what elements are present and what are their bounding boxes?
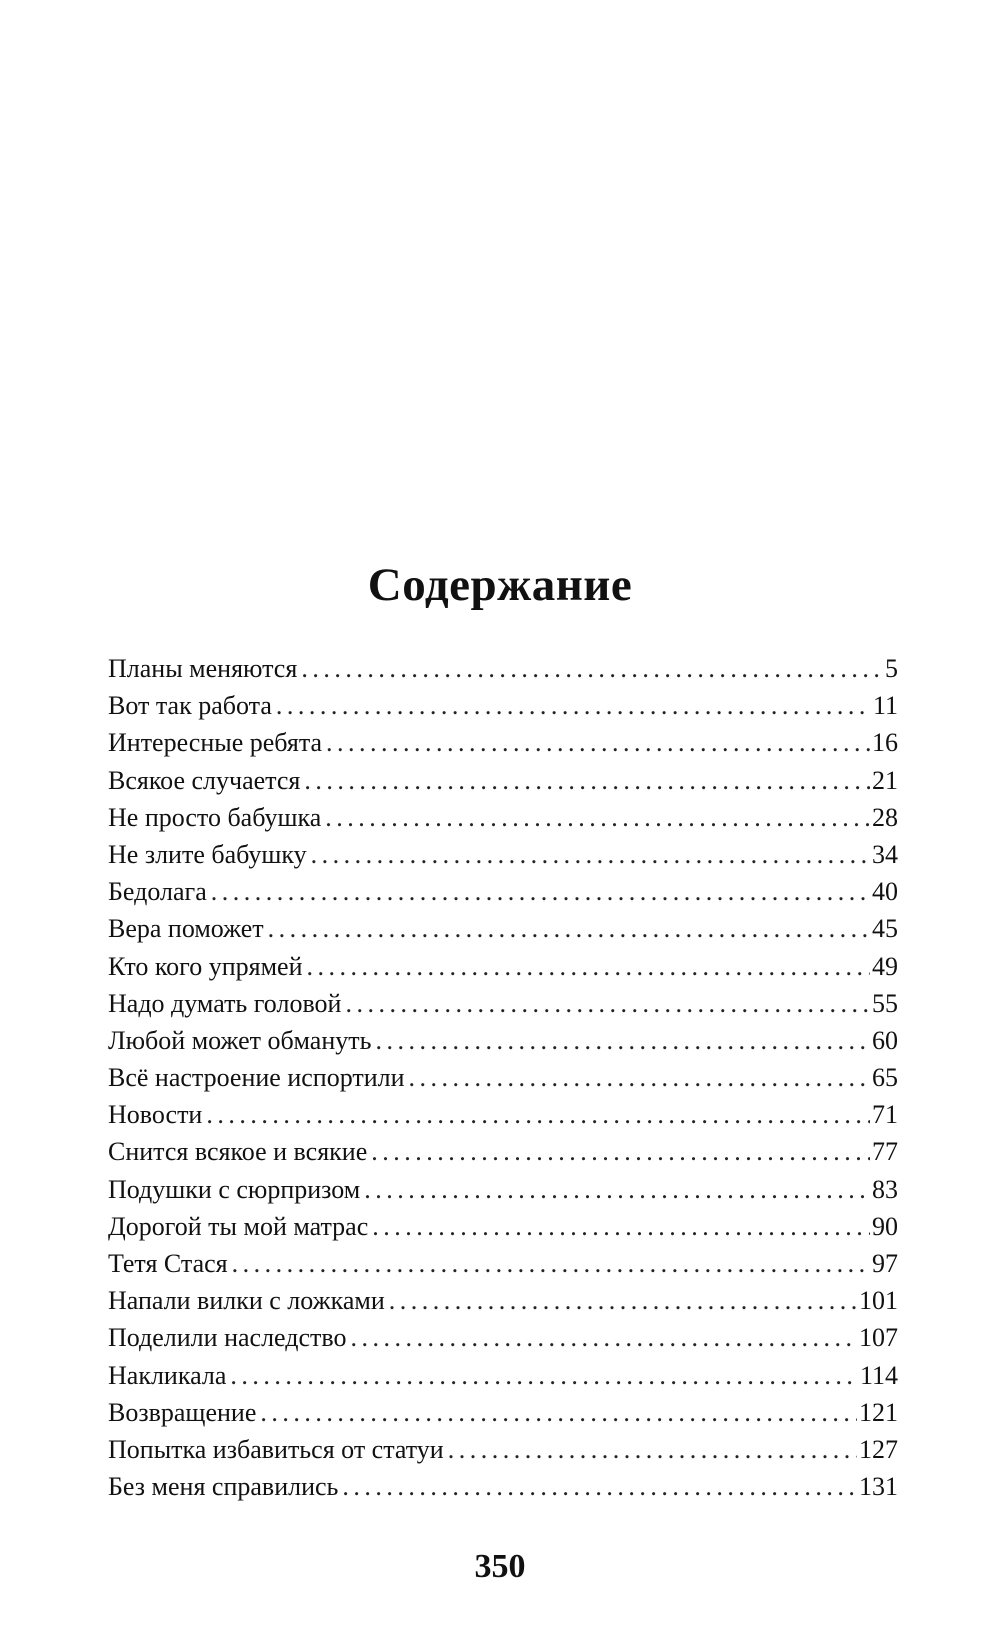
toc-entry-page: 121	[859, 1397, 898, 1427]
toc-entry	[108, 1468, 898, 1505]
toc-entry-title: Поделили наследство	[108, 1323, 347, 1353]
toc-entry-page: 131	[859, 1472, 898, 1502]
toc-entry	[108, 724, 898, 761]
toc-entry-title: Надо думать головой	[108, 988, 342, 1018]
toc-entry-page: 11	[872, 691, 898, 721]
page-number: 350	[474, 1548, 526, 1585]
toc-entry-page: 107	[859, 1323, 898, 1353]
dot-leader	[232, 1245, 870, 1282]
toc-list	[108, 650, 898, 1505]
toc-entry-title: Снится всякое и всякие	[108, 1137, 368, 1167]
toc-entry-page: 40	[872, 877, 898, 907]
dot-leader	[311, 836, 870, 873]
toc-entry	[108, 687, 898, 724]
toc-entry-title: Новости	[108, 1100, 203, 1130]
dot-leader	[276, 687, 871, 724]
toc-entry-page: 28	[872, 802, 898, 832]
dot-leader	[409, 1059, 870, 1096]
toc-entry	[108, 1431, 898, 1468]
toc-entry-title: Дорогой ты мой матрас	[108, 1211, 369, 1241]
toc-entry	[108, 1357, 898, 1394]
toc-entry-page: 5	[885, 654, 898, 683]
toc-entry-page: 21	[872, 765, 898, 795]
toc-entry-title: Тетя Стася	[108, 1249, 228, 1278]
toc-entry-title: Кто кого упрямей	[108, 951, 303, 981]
toc-entry-title: Накликала	[108, 1360, 227, 1390]
dot-leader	[350, 1319, 857, 1356]
toc-entry-title: Интересные ребята	[108, 728, 323, 758]
dot-leader	[342, 1468, 857, 1505]
toc-entry	[108, 1171, 898, 1208]
dot-leader	[371, 1133, 870, 1170]
toc-entry-page: 71	[872, 1100, 898, 1130]
toc-entry-page: 77	[872, 1137, 898, 1167]
toc-entry	[108, 650, 898, 687]
toc-entry-title: Любой может обмануть	[108, 1025, 372, 1055]
toc-entry-page: 45	[872, 914, 898, 944]
dot-leader	[306, 948, 870, 985]
dot-leader	[230, 1357, 858, 1394]
dot-leader	[448, 1431, 857, 1468]
dot-leader	[301, 650, 883, 687]
toc-entry-page: 83	[872, 1174, 898, 1204]
toc-entry-page: 90	[872, 1211, 898, 1241]
toc-title: Содержание	[367, 559, 633, 611]
toc-entry-page: 101	[859, 1286, 898, 1316]
toc-entry-page: 49	[872, 951, 898, 981]
toc-entry-page: 60	[872, 1025, 898, 1055]
toc-entry-title: Всякое случается	[108, 765, 301, 795]
toc-entry	[108, 910, 898, 947]
dot-leader	[372, 1208, 870, 1245]
toc-entry-title: Вот так работа	[108, 691, 272, 721]
toc-entry-page: 65	[872, 1063, 898, 1093]
toc-entry-title: Не злите бабушку	[108, 839, 307, 869]
toc-entry	[108, 1059, 898, 1096]
toc-entry-page: 34	[872, 839, 898, 869]
toc-entry	[108, 762, 898, 799]
toc-entry	[108, 836, 898, 873]
toc-entry	[108, 1319, 898, 1356]
dot-leader	[325, 799, 870, 836]
toc-entry-page: 97	[872, 1249, 898, 1278]
toc-entry	[108, 1282, 898, 1319]
toc-entry	[108, 1245, 898, 1282]
toc-entry-title: Планы меняются	[108, 654, 298, 683]
toc-entry	[108, 799, 898, 836]
dot-leader	[326, 724, 870, 761]
toc-entry-page: 55	[872, 988, 898, 1018]
toc-entry-title: Не просто бабушка	[108, 802, 322, 832]
toc-entry	[108, 1208, 898, 1245]
toc-entry-page: 127	[859, 1434, 898, 1464]
toc-entry-title: Возвращение	[108, 1397, 257, 1427]
toc-entry	[108, 873, 898, 910]
dot-leader	[268, 910, 870, 947]
dot-leader	[206, 1096, 870, 1133]
toc-entry-title: Без меня справились	[108, 1472, 339, 1502]
toc-entry	[108, 1022, 898, 1059]
toc-entry-title: Подушки с сюрпризом	[108, 1174, 361, 1204]
toc-entry	[108, 985, 898, 1022]
toc-entry-title: Напали вилки с ложками	[108, 1286, 385, 1316]
toc-entry	[108, 948, 898, 985]
dot-leader	[364, 1171, 870, 1208]
dot-leader	[375, 1022, 870, 1059]
toc-entry	[108, 1133, 898, 1170]
dot-leader	[389, 1282, 857, 1319]
dot-leader	[260, 1394, 857, 1431]
toc-entry-title: Вера поможет	[108, 914, 264, 944]
toc-entry	[108, 1394, 898, 1431]
toc-entry-title: Попытка избавиться от статуи	[108, 1434, 444, 1464]
dot-leader	[345, 985, 870, 1022]
toc-entry-page: 16	[872, 728, 898, 758]
toc-entry-page: 114	[859, 1360, 898, 1390]
toc-entry	[108, 1096, 898, 1133]
dot-leader	[304, 762, 870, 799]
toc-entry-title: Бедолага	[108, 877, 207, 907]
toc-entry-title: Всё настроение испортили	[108, 1063, 405, 1093]
dot-leader	[211, 873, 870, 910]
